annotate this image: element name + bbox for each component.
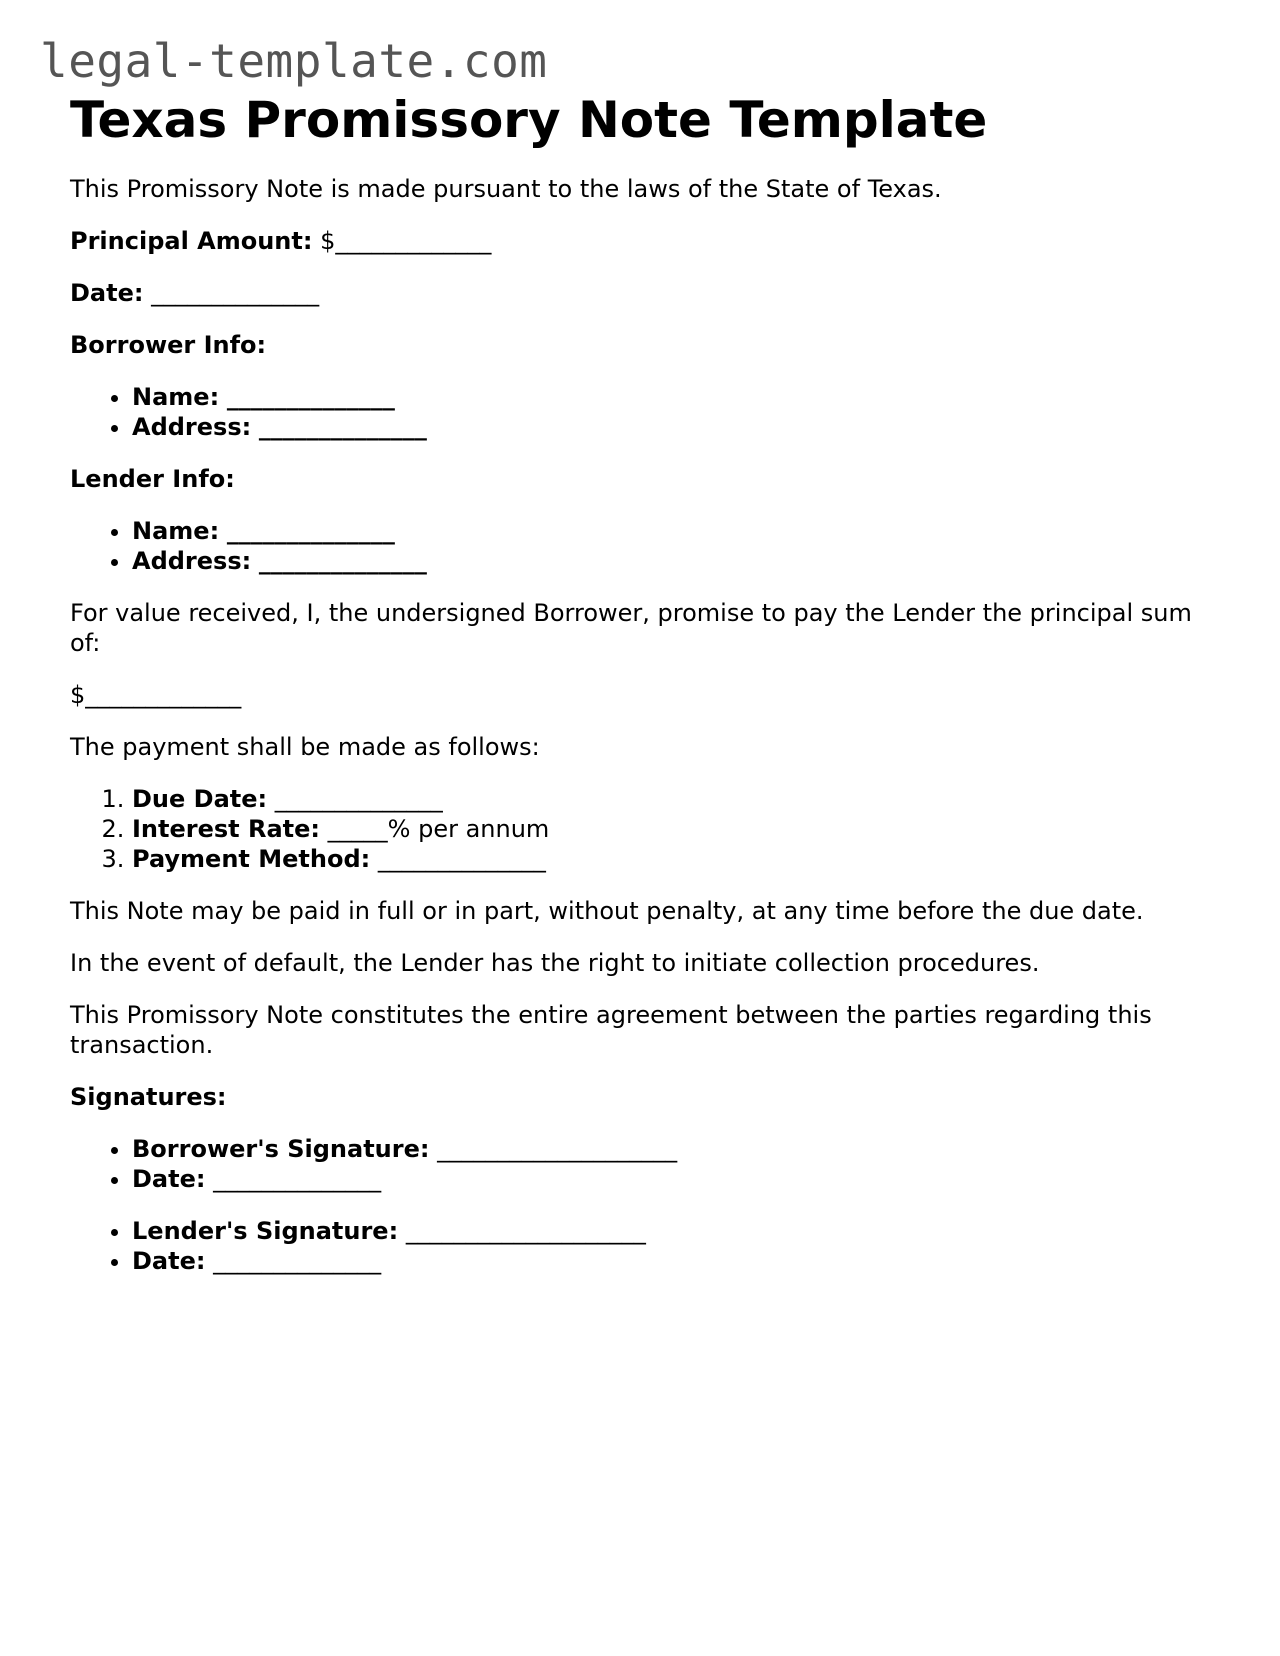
lender-address-item (132, 546, 1210, 576)
lender-name-blank: ______________ (226, 517, 395, 545)
borrower-name-blank: ______________ (226, 383, 395, 411)
document-body (70, 88, 1210, 1276)
borrower-address-item (132, 412, 1210, 442)
borrower-info-heading-text: Borrower Info: (70, 331, 267, 359)
borrower-date-label: Date: (132, 1165, 206, 1193)
borrower-signature-label: Borrower's Signature: (132, 1135, 430, 1163)
borrower-name-item (132, 382, 1210, 412)
lender-info-heading-text: Lender Info: (70, 465, 235, 493)
sum-line: $_____________ (70, 681, 242, 709)
borrower-date-item (132, 1164, 1210, 1194)
default-paragraph: In the event of default, the Lender has the right to initiate collection procedures. (70, 949, 1040, 977)
due-date-label: Due Date: (132, 785, 268, 813)
borrower-address-blank: ______________ (258, 413, 427, 441)
lender-address-blank: ______________ (258, 547, 427, 575)
interest-rate-label: Interest Rate: (132, 815, 321, 843)
borrower-signature-blank: ____________________ (437, 1135, 678, 1163)
borrower-signature-list (70, 1134, 1210, 1194)
principal-amount-line (70, 226, 1210, 256)
interest-rate-item (132, 814, 1210, 844)
lender-name-label: Name: (132, 517, 220, 545)
watermark-text: legal-template.com (40, 34, 548, 88)
borrower-signature-item (132, 1134, 1210, 1164)
lender-signature-blank: ____________________ (405, 1217, 646, 1245)
signatures-heading-text: Signatures: (70, 1083, 227, 1111)
payment-method-blank: ______________ (377, 845, 546, 873)
borrower-address-label: Address: (132, 413, 252, 441)
borrower-info-list (70, 382, 1210, 442)
entire-agreement-paragraph: This Promissory Note constitutes the entire agreement between the parties regarding this transaction. (70, 1001, 1152, 1059)
lender-date-item (132, 1246, 1210, 1276)
principal-amount-label: Principal Amount: (70, 227, 313, 255)
lender-address-label: Address: (132, 547, 252, 575)
payment-method-item (132, 844, 1210, 874)
interest-rate-blank: _____% per annum (327, 815, 550, 843)
borrower-date-blank: ______________ (213, 1165, 382, 1193)
borrower-name-label: Name: (132, 383, 220, 411)
lender-info-heading (70, 464, 1210, 494)
date-label: Date: (70, 279, 144, 307)
payment-intro: The payment shall be made as follows: (70, 733, 540, 761)
due-date-item (132, 784, 1210, 814)
date-blank: ______________ (151, 279, 320, 307)
due-date-blank: ______________ (274, 785, 443, 813)
lender-info-list (70, 516, 1210, 576)
lender-signature-label: Lender's Signature: (132, 1217, 399, 1245)
lender-date-label: Date: (132, 1247, 206, 1275)
promise-paragraph: For value received, I, the undersigned Borrower, promise to pay the Lender the principal sum of: (70, 599, 1192, 657)
payment-method-label: Payment Method: (132, 845, 371, 873)
prepayment-paragraph: This Note may be paid in full or in part, without penalty, at any time before the due date. (70, 897, 1144, 925)
lender-signature-item (132, 1216, 1210, 1246)
lender-signature-list (70, 1216, 1210, 1276)
principal-amount-blank: $_____________ (320, 227, 492, 255)
borrower-info-heading (70, 330, 1210, 360)
document-title: Texas Promissory Note Template (70, 91, 988, 149)
lender-name-item (132, 516, 1210, 546)
lender-date-blank: ______________ (213, 1247, 382, 1275)
date-line (70, 278, 1210, 308)
signatures-heading (70, 1082, 1210, 1112)
intro-paragraph: This Promissory Note is made pursuant to the laws of the State of Texas. (70, 175, 942, 203)
payment-terms-list (70, 784, 1210, 874)
